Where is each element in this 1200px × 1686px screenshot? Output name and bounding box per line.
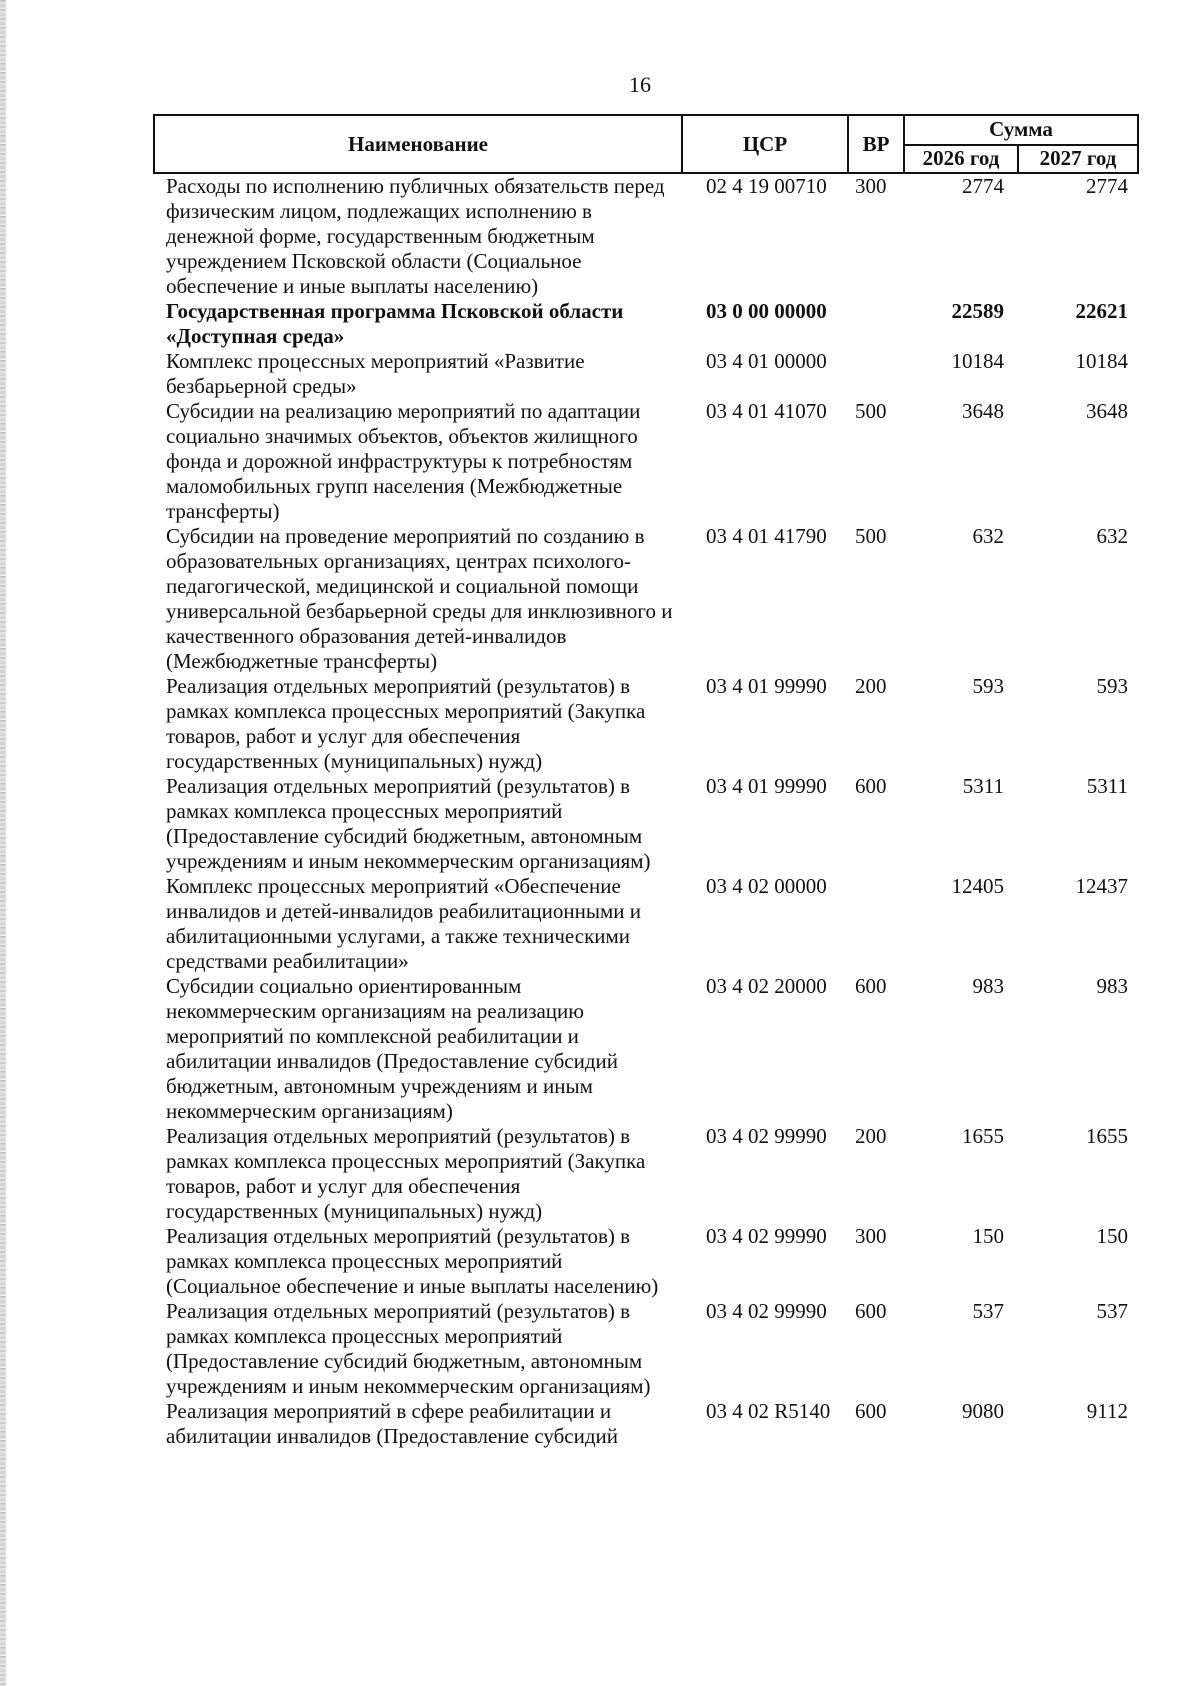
cell-csr: 03 4 01 41070 <box>706 399 827 423</box>
cell-csr: 03 4 01 41790 <box>706 524 827 548</box>
cell-2027: 150 <box>1096 1224 1128 1248</box>
table-row <box>154 524 1138 674</box>
cell-2026: 2774 <box>962 174 1004 198</box>
cell-vr: 600 <box>855 1399 887 1423</box>
cell-2027: 1655 <box>1086 1124 1128 1148</box>
cell-csr: 03 4 02 20000 <box>706 974 827 998</box>
cell-2026: 3648 <box>962 399 1004 423</box>
table-header <box>154 115 1138 173</box>
cell-2026: 593 <box>972 674 1004 698</box>
table-row <box>154 1124 1138 1224</box>
table-row <box>154 874 1138 974</box>
cell-2026: 632 <box>972 524 1004 548</box>
cell-2027: 2774 <box>1086 174 1128 198</box>
header-csr: ЦСР <box>682 115 848 173</box>
cell-2026: 22589 <box>951 299 1004 323</box>
header-name: Наименование <box>154 115 682 173</box>
cell-2026: 5311 <box>962 774 1004 798</box>
table-row <box>154 349 1138 399</box>
cell-csr: 03 0 00 00000 <box>706 299 827 323</box>
cell-vr: 200 <box>855 1124 887 1148</box>
cell-2027: 12437 <box>1075 874 1128 898</box>
cell-name: Реализация отдельных мероприятий (результатов) в рамках комплекса процессных мероприятий (Социальное обеспечение и иные выплаты населению) <box>166 1224 659 1298</box>
cell-csr: 03 4 02 R5140 <box>706 1399 831 1423</box>
cell-name: Расходы по исполнению публичных обязательств перед физическим лицом, подлежащих исполнению в денежной форме, государственным бюджетным учреждением Псковской области (Социальное обеспечение и иные выплаты населению) <box>166 174 665 298</box>
table-row <box>154 173 1138 299</box>
cell-2027: 632 <box>1096 524 1128 548</box>
table-row <box>154 1299 1138 1399</box>
cell-csr: 03 4 02 99990 <box>706 1124 827 1148</box>
cell-vr: 300 <box>855 174 887 198</box>
cell-name: Реализация отдельных мероприятий (результатов) в рамках комплекса процессных мероприятий (Закупка товаров, работ и услуг для обеспечения государственных (муниципальных) нужд) <box>166 1124 646 1223</box>
cell-2027: 22621 <box>1075 299 1128 323</box>
header-sum: Сумма <box>904 115 1138 145</box>
header-year-2027: 2027 год <box>1018 145 1138 173</box>
table-row <box>154 974 1138 1124</box>
table-row <box>154 299 1138 349</box>
cell-name: Комплекс процессных мероприятий «Развитие безбарьерной среды» <box>166 349 585 398</box>
cell-csr: 03 4 01 00000 <box>706 349 827 373</box>
cell-name: Субсидии на проведение мероприятий по созданию в образовательных организациях, центрах психолого-педагогической, медицинской и социальной помощи универсальной безбарьерной среды для инклюзивного и качественного образования детей-инвалидов (Межбюджетные трансферты) <box>166 524 673 673</box>
cell-2027: 9112 <box>1086 1399 1128 1423</box>
cell-vr: 600 <box>855 974 887 998</box>
cell-vr: 200 <box>855 674 887 698</box>
table-row <box>154 1224 1138 1299</box>
cell-name: Субсидии на реализацию мероприятий по адаптации социально значимых объектов, объектов жилищного фонда и дорожной инфраструктуры к потребностям маломобильных групп населения (Межбюджетные трансферты) <box>166 399 641 523</box>
cell-csr: 03 4 02 00000 <box>706 874 827 898</box>
cell-name: Реализация отдельных мероприятий (результатов) в рамках комплекса процессных мероприятий (Предоставление субсидий бюджетным, автономным учреждениям и иным некоммерческим организациям) <box>166 1299 651 1398</box>
cell-2026: 150 <box>972 1224 1004 1248</box>
cell-csr: 03 4 01 99990 <box>706 674 827 698</box>
cell-2026: 12405 <box>951 874 1004 898</box>
header-vr: ВР <box>848 115 904 173</box>
cell-2027: 983 <box>1096 974 1128 998</box>
cell-csr: 03 4 01 99990 <box>706 774 827 798</box>
cell-name: Комплекс процессных мероприятий «Обеспечение инвалидов и детей-инвалидов реабилитационными и абилитационными услугами, а также техническими средствами реабилитации» <box>166 874 641 973</box>
cell-name: Реализация мероприятий в сфере реабилитации и абилитации инвалидов (Предоставление субсидий <box>166 1399 619 1448</box>
cell-vr: 600 <box>855 1299 887 1323</box>
cell-csr: 03 4 02 99990 <box>706 1299 827 1323</box>
cell-2027: 3648 <box>1086 399 1128 423</box>
cell-name: Реализация отдельных мероприятий (результатов) в рамках комплекса процессных мероприятий (Предоставление субсидий бюджетным, автономным учреждениям и иным некоммерческим организациям) <box>166 774 651 873</box>
cell-vr: 500 <box>855 524 887 548</box>
page-number: 16 <box>629 72 651 97</box>
cell-2026: 983 <box>972 974 1004 998</box>
cell-vr: 600 <box>855 774 887 798</box>
cell-2026: 1655 <box>962 1124 1004 1148</box>
header-year-2026: 2026 год <box>904 145 1018 173</box>
cell-csr: 03 4 02 99990 <box>706 1224 827 1248</box>
cell-name: Реализация отдельных мероприятий (результатов) в рамках комплекса процессных мероприятий (Закупка товаров, работ и услуг для обеспечения государственных (муниципальных) нужд) <box>166 674 646 773</box>
table-row <box>154 399 1138 524</box>
table-row <box>154 1399 1138 1449</box>
cell-2026: 9080 <box>962 1399 1004 1423</box>
table-row <box>154 674 1138 774</box>
cell-2026: 537 <box>972 1299 1004 1323</box>
cell-2026: 10184 <box>951 349 1004 373</box>
cell-2027: 10184 <box>1075 349 1128 373</box>
cell-csr: 02 4 19 00710 <box>706 174 827 198</box>
cell-2027: 537 <box>1096 1299 1128 1323</box>
cell-vr: 300 <box>855 1224 887 1248</box>
cell-vr <box>848 349 904 399</box>
table-body <box>154 173 1138 1449</box>
scan-edge <box>0 0 6 1686</box>
table-row <box>154 774 1138 874</box>
cell-name: Государственная программа Псковской области «Доступная среда» <box>166 299 624 348</box>
cell-vr: 500 <box>855 399 887 423</box>
cell-2027: 5311 <box>1086 774 1128 798</box>
cell-vr <box>848 299 904 349</box>
cell-2027: 593 <box>1096 674 1128 698</box>
cell-name: Субсидии социально ориентированным некоммерческим организациям на реализацию мероприятий по комплексной реабилитации и абилитации инвалидов (Предоставление субсидий бюджетным, автономным учреждениям и иным некоммерческим организациям) <box>166 974 619 1123</box>
cell-vr <box>848 874 904 974</box>
budget-table <box>153 114 1139 1449</box>
